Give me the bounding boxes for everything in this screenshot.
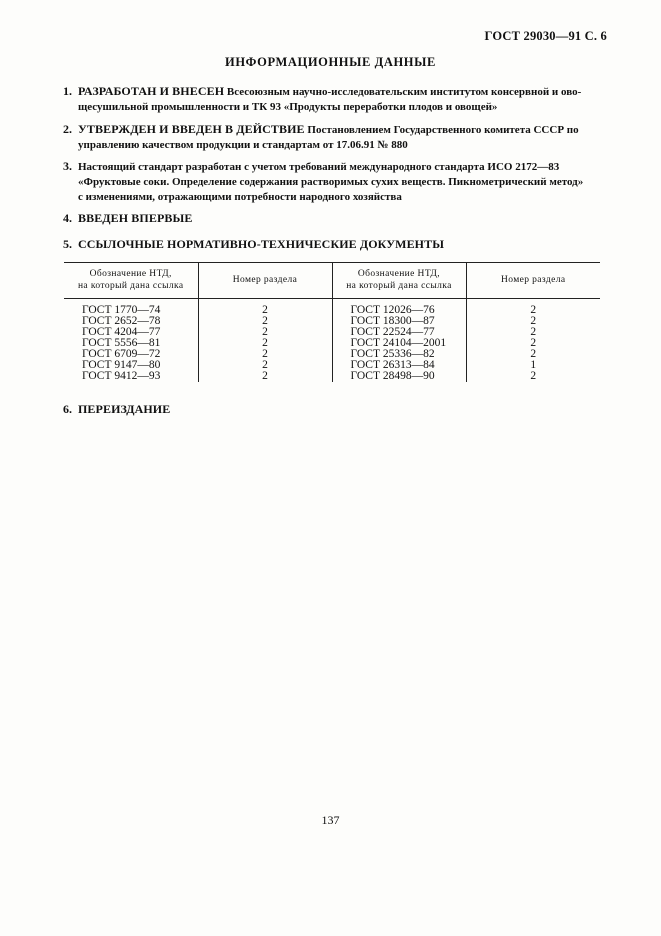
table-row [64,371,600,382]
section-number: 2 [466,316,600,327]
item-lead: УТВЕРЖДЕН И ВВЕДЕН В ДЕЙСТВИЕ [78,122,305,136]
item-lead: РАЗРАБОТАН И ВНЕСЕН [78,84,225,98]
doc-designation: ГОСТ 9412—93 [82,369,161,382]
item-number: 1. [63,84,72,98]
section-number: 2 [198,338,332,349]
item-lead: ПЕРЕИЗДАНИЕ [78,402,171,416]
info-item-2 [63,122,603,153]
item-text: Постановлением Государственного комитета СССР по [304,124,579,136]
doc-designation: ГОСТ 6709—72 [82,347,161,360]
doc-designation: ГОСТ 28498—90 [332,371,466,382]
section-number: 1 [466,360,600,371]
table-row [64,360,600,371]
item-number: 6. [63,402,72,416]
column-header-section: Номер раздела [198,263,332,299]
section-number: 2 [198,305,332,316]
table-row [64,305,600,316]
section-number: 2 [198,360,332,371]
section-number: 2 [466,371,600,382]
item-text: «Фруктовые соки. Определение содержания растворимых сухих веществ. Пикнометрический метод» [78,176,584,188]
info-item-5 [63,237,603,252]
doc-designation: ГОСТ 2652—78 [82,314,161,327]
item-number: 4. [63,211,72,225]
doc-designation: ГОСТ 12026—76 [332,305,466,316]
info-item-1 [63,84,603,115]
column-header-designation: Обозначение НТД, на который дана ссылка [64,263,198,299]
table-row [64,327,600,338]
doc-designation: ГОСТ 26313—84 [332,360,466,371]
info-item-4 [63,211,603,226]
references-table [64,262,600,382]
item-text: Настоящий стандарт разработан с учетом требований международного стандарта ИСО 2172—83 [78,161,560,173]
section-number: 2 [466,305,600,316]
table-row [64,316,600,327]
page-title: ИНФОРМАЦИОННЫЕ ДАННЫЕ [225,55,436,69]
table-row [64,338,600,349]
item-lead: ССЫЛОЧНЫЕ НОРМАТИВНО-ТЕХНИЧЕСКИЕ ДОКУМЕНТЫ [78,237,445,251]
doc-designation: ГОСТ 5556—81 [82,336,161,349]
item-lead: ВВЕДЕН ВПЕРВЫЕ [78,211,193,225]
doc-designation: ГОСТ 22524—77 [332,327,466,338]
column-header-designation: Обозначение НТД, на который дана ссылка [332,263,466,299]
document-code: ГОСТ 29030—91 С. 6 [484,29,607,43]
doc-designation: ГОСТ 25336—82 [332,349,466,360]
doc-designation: ГОСТ 9147—80 [82,358,161,371]
page-number: 137 [321,813,340,827]
item-number: 2. [63,122,72,136]
section-number: 2 [466,349,600,360]
doc-designation: ГОСТ 4204—77 [82,325,161,338]
item-text: щесушильной промышленности и ТК 93 «Продукты переработки плодов и овощей» [78,101,498,113]
item-text: Всесоюзным научно-исследовательским институтом консервной и ово- [224,86,582,98]
info-item-6 [63,402,603,417]
section-number: 2 [198,316,332,327]
item-number: 5. [63,237,72,251]
item-number: 3. [63,159,72,173]
section-number: 2 [198,327,332,338]
doc-designation: ГОСТ 24104—2001 [332,338,466,349]
section-number: 2 [466,327,600,338]
doc-designation: ГОСТ 18300—87 [332,316,466,327]
column-header-section: Номер раздела [466,263,600,299]
section-number: 2 [198,371,332,382]
doc-designation: ГОСТ 1770—74 [82,303,161,316]
item-text: управлению качеством продукции и стандартам от 17.06.91 № 880 [78,139,408,151]
info-item-3 [63,159,603,205]
table-header-row [64,263,600,299]
section-number: 2 [466,338,600,349]
table-row [64,349,600,360]
item-text: с изменениями, отражающими потребности народного хозяйства [78,191,402,203]
section-number: 2 [198,349,332,360]
